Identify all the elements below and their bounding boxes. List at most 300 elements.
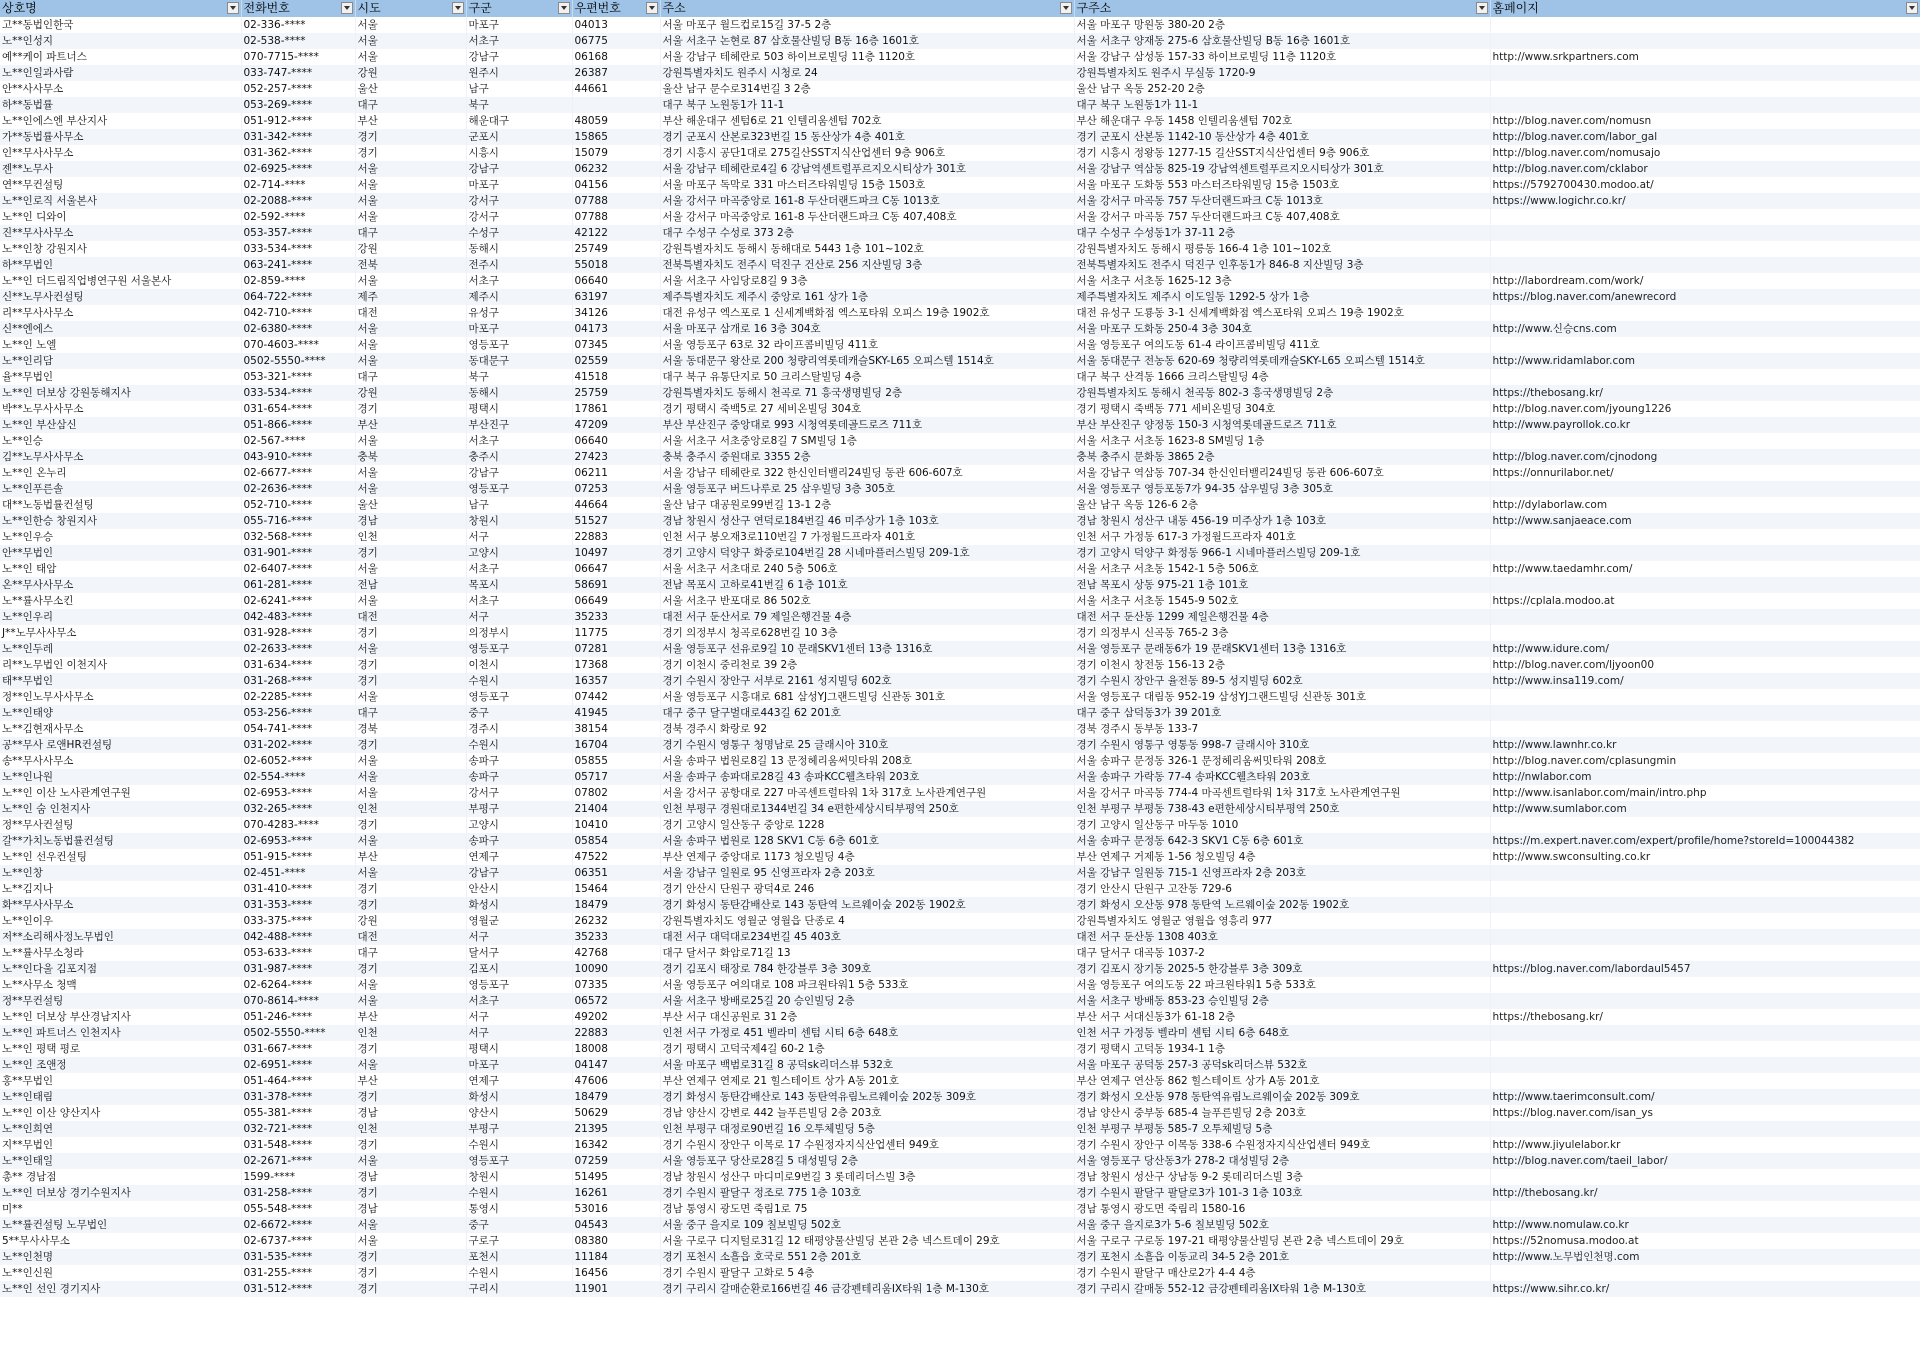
- cell-company-name[interactable]: 노**인우리: [0, 609, 241, 625]
- cell-postal-code[interactable]: 26387: [572, 65, 660, 81]
- cell-province[interactable]: 서울: [355, 273, 466, 289]
- cell-address[interactable]: 대구 중구 달구벌대로443길 62 201호: [660, 705, 1074, 721]
- cell-old-address[interactable]: 경기 구리시 갈매동 552-12 금강펜테리움IX타워 1층 M-130호: [1074, 1281, 1490, 1297]
- cell-postal-code[interactable]: 07442: [572, 689, 660, 705]
- cell-old-address[interactable]: 서울 마포구 공덕동 257-3 공덕sk리더스뷰 532호: [1074, 1057, 1490, 1073]
- cell-postal-code[interactable]: 06640: [572, 433, 660, 449]
- cell-homepage[interactable]: http://www.taedamhr.com/: [1490, 561, 1920, 577]
- cell-postal-code[interactable]: 08380: [572, 1233, 660, 1249]
- cell-old-address[interactable]: 충북 충주시 문화동 3865 2층: [1074, 449, 1490, 465]
- cell-phone[interactable]: 02-451-****: [241, 865, 355, 881]
- cell-company-name[interactable]: 고**동법인한국: [0, 17, 241, 33]
- cell-old-address[interactable]: 대구 북구 노원동1가 11-1: [1074, 97, 1490, 113]
- cell-homepage[interactable]: [1490, 577, 1920, 593]
- cell-phone[interactable]: 055-548-****: [241, 1201, 355, 1217]
- cell-district[interactable]: 통영시: [466, 1201, 572, 1217]
- cell-homepage[interactable]: http://www.신승cns.com: [1490, 321, 1920, 337]
- cell-phone[interactable]: 055-381-****: [241, 1105, 355, 1121]
- cell-homepage[interactable]: [1490, 65, 1920, 81]
- cell-homepage[interactable]: [1490, 977, 1920, 993]
- cell-province[interactable]: 서울: [355, 193, 466, 209]
- cell-phone[interactable]: 02-2088-****: [241, 193, 355, 209]
- cell-postal-code[interactable]: 47209: [572, 417, 660, 433]
- cell-province[interactable]: 경기: [355, 737, 466, 753]
- cell-old-address[interactable]: 경기 군포시 산본동 1142-10 동산상가 4층 401호: [1074, 129, 1490, 145]
- cell-phone[interactable]: 02-6407-****: [241, 561, 355, 577]
- cell-address[interactable]: 서울 서초구 서초중앙로8길 7 SM빌딩 1층: [660, 433, 1074, 449]
- cell-province[interactable]: 울산: [355, 497, 466, 513]
- cell-homepage[interactable]: [1490, 257, 1920, 273]
- cell-homepage[interactable]: [1490, 945, 1920, 961]
- cell-phone[interactable]: 051-866-****: [241, 417, 355, 433]
- cell-old-address[interactable]: 서울 서초구 서초동 1542-1 5층 506호: [1074, 561, 1490, 577]
- cell-homepage[interactable]: [1490, 1025, 1920, 1041]
- cell-district[interactable]: 수원시: [466, 737, 572, 753]
- cell-district[interactable]: 서구: [466, 609, 572, 625]
- cell-address[interactable]: 대구 북구 노원동1가 11-1: [660, 97, 1074, 113]
- cell-old-address[interactable]: 대전 유성구 도룡동 3-1 신세계백화점 엑스포타워 오피스 19층 1902호: [1074, 305, 1490, 321]
- cell-phone[interactable]: 032-721-****: [241, 1121, 355, 1137]
- cell-old-address[interactable]: 전남 목포시 상동 975-21 1층 101호: [1074, 577, 1490, 593]
- filter-dropdown-icon[interactable]: [341, 2, 353, 14]
- cell-old-address[interactable]: 서울 서초구 양재동 275-6 삼호물산빌딩 B동 16층 1601호: [1074, 33, 1490, 49]
- cell-province[interactable]: 서울: [355, 865, 466, 881]
- cell-postal-code[interactable]: 50629: [572, 1105, 660, 1121]
- cell-postal-code[interactable]: 07345: [572, 337, 660, 353]
- cell-homepage[interactable]: [1490, 97, 1920, 113]
- cell-phone[interactable]: 02-2633-****: [241, 641, 355, 657]
- cell-address[interactable]: 전남 목포시 고하로41번길 6 1층 101호: [660, 577, 1074, 593]
- cell-district[interactable]: 부평구: [466, 801, 572, 817]
- cell-address[interactable]: 경기 화성시 동탄감배산로 143 동탄역유림노르웨이숲 202동 309호: [660, 1089, 1074, 1105]
- cell-address[interactable]: 경기 고양시 덕양구 화중로104번길 28 시네마플러스빌딩 209-1호: [660, 545, 1074, 561]
- cell-address[interactable]: 서울 송파구 법원로8길 13 문정헤리움써밋타워 208호: [660, 753, 1074, 769]
- cell-address[interactable]: 충북 충주시 중원대로 3355 2층: [660, 449, 1074, 465]
- cell-old-address[interactable]: 인천 부평구 부평동 738-43 e편한세상시티부평역 250호: [1074, 801, 1490, 817]
- cell-address[interactable]: 서울 강남구 테헤란로 322 한신인터밸리24빌딩 동관 606-607호: [660, 465, 1074, 481]
- cell-phone[interactable]: 033-375-****: [241, 913, 355, 929]
- cell-district[interactable]: 서초구: [466, 273, 572, 289]
- cell-company-name[interactable]: 노**인 노엘: [0, 337, 241, 353]
- cell-address[interactable]: 서울 마포구 백범로31길 8 공덕sk리더스뷰 532호: [660, 1057, 1074, 1073]
- cell-district[interactable]: 안산시: [466, 881, 572, 897]
- cell-address[interactable]: 경남 창원시 성산구 마디미로9번길 3 롯데리더스빌 3층: [660, 1169, 1074, 1185]
- cell-homepage[interactable]: http://www.nomulaw.co.kr: [1490, 1217, 1920, 1233]
- cell-district[interactable]: 원주시: [466, 65, 572, 81]
- cell-old-address[interactable]: 경기 고양시 일산동구 마두동 1010: [1074, 817, 1490, 833]
- cell-province[interactable]: 경기: [355, 881, 466, 897]
- cell-company-name[interactable]: 노**인 디와이: [0, 209, 241, 225]
- cell-postal-code[interactable]: 06647: [572, 561, 660, 577]
- cell-district[interactable]: 서초구: [466, 593, 572, 609]
- cell-address[interactable]: 서울 강남구 테헤란로4길 6 강남역센트럴푸르지오시티상가 301호: [660, 161, 1074, 177]
- cell-postal-code[interactable]: 06211: [572, 465, 660, 481]
- filter-dropdown-icon[interactable]: [1906, 2, 1918, 14]
- cell-old-address[interactable]: 서울 강남구 삼성동 157-33 하이브로빌딩 11층 1120호: [1074, 49, 1490, 65]
- cell-address[interactable]: 인천 부평구 대정로90번길 16 오투체빌딩 5층: [660, 1121, 1074, 1137]
- cell-phone[interactable]: 033-747-****: [241, 65, 355, 81]
- cell-old-address[interactable]: 서울 송파구 문정동 642-3 SKV1 C동 6층 601호: [1074, 833, 1490, 849]
- cell-district[interactable]: 양산시: [466, 1105, 572, 1121]
- cell-phone[interactable]: 0502-5550-****: [241, 1025, 355, 1041]
- cell-postal-code[interactable]: 02559: [572, 353, 660, 369]
- cell-old-address[interactable]: 경남 통영시 광도면 죽림리 1580-16: [1074, 1201, 1490, 1217]
- cell-province[interactable]: 경기: [355, 401, 466, 417]
- cell-old-address[interactable]: 경기 평택시 고덕동 1934-1 1층: [1074, 1041, 1490, 1057]
- cell-company-name[interactable]: 신**노무사컨설팅: [0, 289, 241, 305]
- cell-old-address[interactable]: 서울 송파구 가락동 77-4 송파KCC웰츠타워 203호: [1074, 769, 1490, 785]
- cell-homepage[interactable]: http://blog.naver.com/nomusn: [1490, 113, 1920, 129]
- cell-old-address[interactable]: 경기 이천시 창전동 156-13 2층: [1074, 657, 1490, 673]
- cell-phone[interactable]: 042-710-****: [241, 305, 355, 321]
- cell-company-name[interactable]: 노**인일과사람: [0, 65, 241, 81]
- cell-district[interactable]: 고양시: [466, 545, 572, 561]
- cell-district[interactable]: 영등포구: [466, 337, 572, 353]
- cell-province[interactable]: 경기: [355, 129, 466, 145]
- cell-district[interactable]: 평택시: [466, 401, 572, 417]
- cell-district[interactable]: 동대문구: [466, 353, 572, 369]
- cell-province[interactable]: 부산: [355, 113, 466, 129]
- cell-company-name[interactable]: 노**사무소 청맥: [0, 977, 241, 993]
- cell-postal-code[interactable]: 06649: [572, 593, 660, 609]
- cell-homepage[interactable]: [1490, 817, 1920, 833]
- cell-postal-code[interactable]: 34126: [572, 305, 660, 321]
- cell-company-name[interactable]: 정**인노무사사무소: [0, 689, 241, 705]
- cell-address[interactable]: 경남 양산시 강변로 442 늘푸른빌딩 2층 203호: [660, 1105, 1074, 1121]
- cell-province[interactable]: 서울: [355, 785, 466, 801]
- cell-homepage[interactable]: https://www.sihr.co.kr/: [1490, 1281, 1920, 1297]
- cell-district[interactable]: 서구: [466, 929, 572, 945]
- cell-province[interactable]: 대전: [355, 305, 466, 321]
- cell-address[interactable]: 서울 마포구 독막로 331 마스터즈타워빌딩 15층 1503호: [660, 177, 1074, 193]
- cell-company-name[interactable]: 노**인승: [0, 433, 241, 449]
- cell-homepage[interactable]: http://thebosang.kr/: [1490, 1185, 1920, 1201]
- cell-homepage[interactable]: [1490, 721, 1920, 737]
- cell-district[interactable]: 북구: [466, 369, 572, 385]
- cell-old-address[interactable]: 울산 남구 옥동 252-20 2층: [1074, 81, 1490, 97]
- cell-phone[interactable]: 031-667-****: [241, 1041, 355, 1057]
- cell-district[interactable]: 부평구: [466, 1121, 572, 1137]
- filter-dropdown-icon[interactable]: [227, 2, 239, 14]
- cell-address[interactable]: 경기 수원시 장안구 서부로 2161 성지빌딩 602호: [660, 673, 1074, 689]
- cell-district[interactable]: 서구: [466, 1025, 572, 1041]
- cell-homepage[interactable]: https://5792700430.modoo.at/: [1490, 177, 1920, 193]
- cell-district[interactable]: 포천시: [466, 1249, 572, 1265]
- cell-postal-code[interactable]: 35233: [572, 609, 660, 625]
- column-header-district[interactable]: [466, 0, 572, 17]
- cell-phone[interactable]: 02-554-****: [241, 769, 355, 785]
- cell-phone[interactable]: 02-6672-****: [241, 1217, 355, 1233]
- cell-phone[interactable]: 064-722-****: [241, 289, 355, 305]
- cell-province[interactable]: 부산: [355, 417, 466, 433]
- cell-postal-code[interactable]: 44664: [572, 497, 660, 513]
- cell-homepage[interactable]: [1490, 225, 1920, 241]
- cell-company-name[interactable]: 율**무법인: [0, 369, 241, 385]
- cell-province[interactable]: 서울: [355, 753, 466, 769]
- cell-homepage[interactable]: https://onnurilabor.net/: [1490, 465, 1920, 481]
- cell-province[interactable]: 서울: [355, 1233, 466, 1249]
- cell-district[interactable]: 서구: [466, 529, 572, 545]
- cell-postal-code[interactable]: 16456: [572, 1265, 660, 1281]
- cell-district[interactable]: 마포구: [466, 177, 572, 193]
- cell-phone[interactable]: 051-464-****: [241, 1073, 355, 1089]
- cell-district[interactable]: 수원시: [466, 673, 572, 689]
- column-header-company-name[interactable]: [0, 0, 241, 17]
- cell-district[interactable]: 서초구: [466, 33, 572, 49]
- cell-district[interactable]: 군포시: [466, 129, 572, 145]
- cell-district[interactable]: 화성시: [466, 897, 572, 913]
- cell-old-address[interactable]: 인천 서구 가정동 벨라미 센텀 시티 6층 648호: [1074, 1025, 1490, 1041]
- cell-phone[interactable]: 031-987-****: [241, 961, 355, 977]
- cell-district[interactable]: 중구: [466, 1217, 572, 1233]
- cell-phone[interactable]: 070-4603-****: [241, 337, 355, 353]
- cell-company-name[interactable]: 노**률사무소킨: [0, 593, 241, 609]
- cell-phone[interactable]: 02-6953-****: [241, 785, 355, 801]
- cell-postal-code[interactable]: 16261: [572, 1185, 660, 1201]
- cell-company-name[interactable]: 지**무법인: [0, 1137, 241, 1153]
- cell-phone[interactable]: 031-342-****: [241, 129, 355, 145]
- cell-homepage[interactable]: [1490, 33, 1920, 49]
- cell-postal-code[interactable]: 07253: [572, 481, 660, 497]
- cell-district[interactable]: 수성구: [466, 225, 572, 241]
- cell-old-address[interactable]: 서울 영등포구 여의도동 22 파크원타워1 5층 533호: [1074, 977, 1490, 993]
- cell-phone[interactable]: 070-7715-****: [241, 49, 355, 65]
- cell-company-name[interactable]: 노**인다울 김포지점: [0, 961, 241, 977]
- cell-company-name[interactable]: 노**인 온누리: [0, 465, 241, 481]
- cell-homepage[interactable]: http://www.jiyulelabor.kr: [1490, 1137, 1920, 1153]
- cell-phone[interactable]: 031-353-****: [241, 897, 355, 913]
- cell-company-name[interactable]: 노**인로직 서울본사: [0, 193, 241, 209]
- cell-company-name[interactable]: 노**인 선우컨설팅: [0, 849, 241, 865]
- cell-address[interactable]: 제주특별자치도 제주시 중앙로 161 상가 1층: [660, 289, 1074, 305]
- cell-phone[interactable]: 052-257-****: [241, 81, 355, 97]
- cell-homepage[interactable]: [1490, 897, 1920, 913]
- cell-phone[interactable]: 033-534-****: [241, 385, 355, 401]
- cell-address[interactable]: 인천 서구 가정로 451 벨라미 센텀 시티 6층 648호: [660, 1025, 1074, 1041]
- cell-phone[interactable]: 043-910-****: [241, 449, 355, 465]
- cell-phone[interactable]: 02-2636-****: [241, 481, 355, 497]
- cell-homepage[interactable]: http://blog.naver.com/jyoung1226: [1490, 401, 1920, 417]
- cell-homepage[interactable]: https://thebosang.kr/: [1490, 1009, 1920, 1025]
- cell-old-address[interactable]: 부산 연제구 거제동 1-56 청오빌딩 4층: [1074, 849, 1490, 865]
- cell-old-address[interactable]: 대전 서구 둔산동 1308 403호: [1074, 929, 1490, 945]
- cell-homepage[interactable]: [1490, 1121, 1920, 1137]
- cell-address[interactable]: 부산 연제구 연제로 21 힐스테이트 상가 A동 201호: [660, 1073, 1074, 1089]
- cell-address[interactable]: 경기 시흥시 공단1대로 275길산SST지식산업센터 9층 906호: [660, 145, 1074, 161]
- cell-province[interactable]: 대구: [355, 369, 466, 385]
- cell-district[interactable]: 화성시: [466, 1089, 572, 1105]
- cell-old-address[interactable]: 강원특별자치도 동해시 평릉동 166-4 1층 101~102호: [1074, 241, 1490, 257]
- cell-district[interactable]: 영등포구: [466, 481, 572, 497]
- cell-old-address[interactable]: 경기 시흥시 정왕동 1277-15 길산SST지식산업센터 9층 906호: [1074, 145, 1490, 161]
- cell-district[interactable]: 강남구: [466, 49, 572, 65]
- cell-homepage[interactable]: http://blog.naver.com/cklabor: [1490, 161, 1920, 177]
- cell-company-name[interactable]: 저**소리해사정노무법인: [0, 929, 241, 945]
- cell-phone[interactable]: 053-321-****: [241, 369, 355, 385]
- cell-province[interactable]: 부산: [355, 1009, 466, 1025]
- cell-postal-code[interactable]: 11184: [572, 1249, 660, 1265]
- cell-province[interactable]: 전북: [355, 257, 466, 273]
- cell-postal-code[interactable]: 16357: [572, 673, 660, 689]
- cell-old-address[interactable]: 서울 서초구 서초동 1623-8 SM빌딩 1층: [1074, 433, 1490, 449]
- cell-district[interactable]: 제주시: [466, 289, 572, 305]
- cell-homepage[interactable]: https://thebosang.kr/: [1490, 385, 1920, 401]
- cell-district[interactable]: 서구: [466, 1009, 572, 1025]
- cell-company-name[interactable]: 노**인 더드림직업병연구원 서울본사: [0, 273, 241, 289]
- cell-company-name[interactable]: 젠**노무사: [0, 161, 241, 177]
- cell-address[interactable]: 경기 이천시 중리천로 39 2층: [660, 657, 1074, 673]
- cell-province[interactable]: 서울: [355, 641, 466, 657]
- cell-province[interactable]: 충북: [355, 449, 466, 465]
- cell-homepage[interactable]: https://cplala.modoo.at: [1490, 593, 1920, 609]
- cell-company-name[interactable]: 안**사사무소: [0, 81, 241, 97]
- cell-company-name[interactable]: 노**인 평택 평로: [0, 1041, 241, 1057]
- cell-company-name[interactable]: 연**무컨설팅: [0, 177, 241, 193]
- cell-postal-code[interactable]: 06640: [572, 273, 660, 289]
- cell-postal-code[interactable]: 11775: [572, 625, 660, 641]
- cell-address[interactable]: 대전 유성구 엑스포로 1 신세계백화점 엑스포타워 오피스 19층 1902호: [660, 305, 1074, 321]
- cell-homepage[interactable]: http://www.idure.com/: [1490, 641, 1920, 657]
- cell-phone[interactable]: 053-633-****: [241, 945, 355, 961]
- cell-address[interactable]: 경기 수원시 장안구 이목로 17 수원정자지식산업센터 949호: [660, 1137, 1074, 1153]
- cell-company-name[interactable]: 노**인 조앤정: [0, 1057, 241, 1073]
- cell-address[interactable]: 서울 마포구 월드컵로15길 37-5 2층: [660, 17, 1074, 33]
- cell-district[interactable]: 수원시: [466, 1265, 572, 1281]
- cell-province[interactable]: 경기: [355, 545, 466, 561]
- cell-homepage[interactable]: [1490, 1057, 1920, 1073]
- cell-old-address[interactable]: 경기 수원시 팔달구 매산로2가 4-4 4층: [1074, 1265, 1490, 1281]
- cell-homepage[interactable]: [1490, 689, 1920, 705]
- cell-old-address[interactable]: 경기 포천시 소흘읍 이동교리 34-5 2층 201호: [1074, 1249, 1490, 1265]
- cell-homepage[interactable]: http://www.ridamlabor.com: [1490, 353, 1920, 369]
- cell-company-name[interactable]: 노**인천명: [0, 1249, 241, 1265]
- cell-homepage[interactable]: http://blog.naver.com/cjnodong: [1490, 449, 1920, 465]
- cell-province[interactable]: 서울: [355, 353, 466, 369]
- cell-company-name[interactable]: 미**: [0, 1201, 241, 1217]
- cell-address[interactable]: 대전 서구 둔산서로 79 제일은행건물 4층: [660, 609, 1074, 625]
- cell-phone[interactable]: 02-538-****: [241, 33, 355, 49]
- cell-province[interactable]: 서울: [355, 769, 466, 785]
- cell-district[interactable]: 송파구: [466, 833, 572, 849]
- cell-address[interactable]: 경기 김포시 태장로 784 한강블루 3층 309호: [660, 961, 1074, 977]
- cell-old-address[interactable]: 대구 수성구 수성동1가 37-11 2층: [1074, 225, 1490, 241]
- cell-homepage[interactable]: https://blog.naver.com/anewrecord: [1490, 289, 1920, 305]
- cell-province[interactable]: 서울: [355, 593, 466, 609]
- cell-province[interactable]: 경남: [355, 1169, 466, 1185]
- cell-homepage[interactable]: [1490, 81, 1920, 97]
- cell-district[interactable]: 고양시: [466, 817, 572, 833]
- cell-postal-code[interactable]: 06232: [572, 161, 660, 177]
- cell-province[interactable]: 서울: [355, 33, 466, 49]
- cell-district[interactable]: 평택시: [466, 1041, 572, 1057]
- cell-province[interactable]: 대구: [355, 945, 466, 961]
- cell-company-name[interactable]: 하**무법인: [0, 257, 241, 273]
- cell-company-name[interactable]: 신**엔에스: [0, 321, 241, 337]
- cell-postal-code[interactable]: 05717: [572, 769, 660, 785]
- cell-old-address[interactable]: 부산 연제구 연산동 862 힐스테이트 상가 A동 201호: [1074, 1073, 1490, 1089]
- cell-company-name[interactable]: 노**인 이산 노사관계연구원: [0, 785, 241, 801]
- cell-company-name[interactable]: 리**노무법인 이천지사: [0, 657, 241, 673]
- cell-province[interactable]: 서울: [355, 337, 466, 353]
- cell-district[interactable]: 중구: [466, 705, 572, 721]
- cell-phone[interactable]: 070-4283-****: [241, 817, 355, 833]
- cell-postal-code[interactable]: 26232: [572, 913, 660, 929]
- cell-phone[interactable]: 1599-****: [241, 1169, 355, 1185]
- cell-old-address[interactable]: 경기 화성시 오산동 978 동탄역 노르웨이숲 202동 1902호: [1074, 897, 1490, 913]
- cell-address[interactable]: 울산 남구 대공원로99번길 13-1 2층: [660, 497, 1074, 513]
- cell-phone[interactable]: 031-378-****: [241, 1089, 355, 1105]
- cell-district[interactable]: 경주시: [466, 721, 572, 737]
- cell-district[interactable]: 유성구: [466, 305, 572, 321]
- cell-homepage[interactable]: http://www.lawnhr.co.kr: [1490, 737, 1920, 753]
- cell-company-name[interactable]: 노**인나원: [0, 769, 241, 785]
- cell-old-address[interactable]: 경기 안산시 단원구 고잔동 729-6: [1074, 881, 1490, 897]
- cell-postal-code[interactable]: 11901: [572, 1281, 660, 1297]
- cell-district[interactable]: 김포시: [466, 961, 572, 977]
- cell-address[interactable]: 경기 수원시 팔달구 정조로 775 1층 103호: [660, 1185, 1074, 1201]
- cell-old-address[interactable]: 서울 영등포구 당산동3가 278-2 대성빌딩 2층: [1074, 1153, 1490, 1169]
- cell-old-address[interactable]: 서울 마포구 망원동 380-20 2층: [1074, 17, 1490, 33]
- filter-dropdown-icon[interactable]: [1060, 2, 1072, 14]
- cell-district[interactable]: 구로구: [466, 1233, 572, 1249]
- cell-homepage[interactable]: [1490, 545, 1920, 561]
- cell-province[interactable]: 대전: [355, 609, 466, 625]
- cell-old-address[interactable]: 서울 구로구 구로동 197-21 태평양물산빌딩 본관 2층 넥스트데이 29호: [1074, 1233, 1490, 1249]
- cell-phone[interactable]: 02-6953-****: [241, 833, 355, 849]
- cell-homepage[interactable]: [1490, 881, 1920, 897]
- cell-company-name[interactable]: 노**인 숨 인천지사: [0, 801, 241, 817]
- cell-district[interactable]: 구리시: [466, 1281, 572, 1297]
- cell-district[interactable]: 강남구: [466, 465, 572, 481]
- cell-province[interactable]: 강원: [355, 913, 466, 929]
- cell-homepage[interactable]: http://www.payrollok.co.kr: [1490, 417, 1920, 433]
- cell-district[interactable]: 전주시: [466, 257, 572, 273]
- cell-address[interactable]: 경기 구리시 갈매순환로166번길 46 금강펜테리움IX타워 1층 M-130호: [660, 1281, 1074, 1297]
- cell-old-address[interactable]: 서울 중구 을지로3가 5-6 칠보빌딩 502호: [1074, 1217, 1490, 1233]
- cell-old-address[interactable]: 경남 창원시 성산구 내동 456-19 미주상가 1층 103호: [1074, 513, 1490, 529]
- cell-old-address[interactable]: 경기 수원시 장안구 이목동 338-6 수원정자지식산업센터 949호: [1074, 1137, 1490, 1153]
- cell-province[interactable]: 서울: [355, 209, 466, 225]
- cell-homepage[interactable]: http://www.srkpartners.com: [1490, 49, 1920, 65]
- cell-province[interactable]: 대구: [355, 705, 466, 721]
- cell-phone[interactable]: 02-2285-****: [241, 689, 355, 705]
- cell-address[interactable]: 경기 안산시 단원구 광덕4로 246: [660, 881, 1074, 897]
- cell-old-address[interactable]: 인천 서구 가정동 617-3 가정월드프라자 401호: [1074, 529, 1490, 545]
- cell-old-address[interactable]: 부산 서구 서대신동3가 61-18 2층: [1074, 1009, 1490, 1025]
- cell-company-name[interactable]: 노**인 태암: [0, 561, 241, 577]
- cell-province[interactable]: 서울: [355, 177, 466, 193]
- cell-company-name[interactable]: 노**인신원: [0, 1265, 241, 1281]
- cell-postal-code[interactable]: 07788: [572, 209, 660, 225]
- cell-phone[interactable]: 02-6264-****: [241, 977, 355, 993]
- cell-address[interactable]: 대전 서구 대덕대로234번길 45 403호: [660, 929, 1074, 945]
- cell-province[interactable]: 서울: [355, 481, 466, 497]
- cell-phone[interactable]: 0502-5550-****: [241, 353, 355, 369]
- filter-dropdown-icon[interactable]: [646, 2, 658, 14]
- cell-homepage[interactable]: http://blog.naver.com/ljyoon00: [1490, 657, 1920, 673]
- cell-old-address[interactable]: 경북 경주시 동부동 133-7: [1074, 721, 1490, 737]
- filter-dropdown-icon[interactable]: [558, 2, 570, 14]
- cell-district[interactable]: 수원시: [466, 1185, 572, 1201]
- cell-district[interactable]: 마포구: [466, 321, 572, 337]
- cell-company-name[interactable]: 노**인 이산 양산지사: [0, 1105, 241, 1121]
- cell-postal-code[interactable]: 63197: [572, 289, 660, 305]
- cell-province[interactable]: 경기: [355, 1089, 466, 1105]
- cell-address[interactable]: 경기 고양시 일산동구 중앙로 1228: [660, 817, 1074, 833]
- cell-homepage[interactable]: [1490, 305, 1920, 321]
- cell-address[interactable]: 경기 수원시 팔달구 고화로 5 4층: [660, 1265, 1074, 1281]
- cell-homepage[interactable]: http://www.taerimconsult.com/: [1490, 1089, 1920, 1105]
